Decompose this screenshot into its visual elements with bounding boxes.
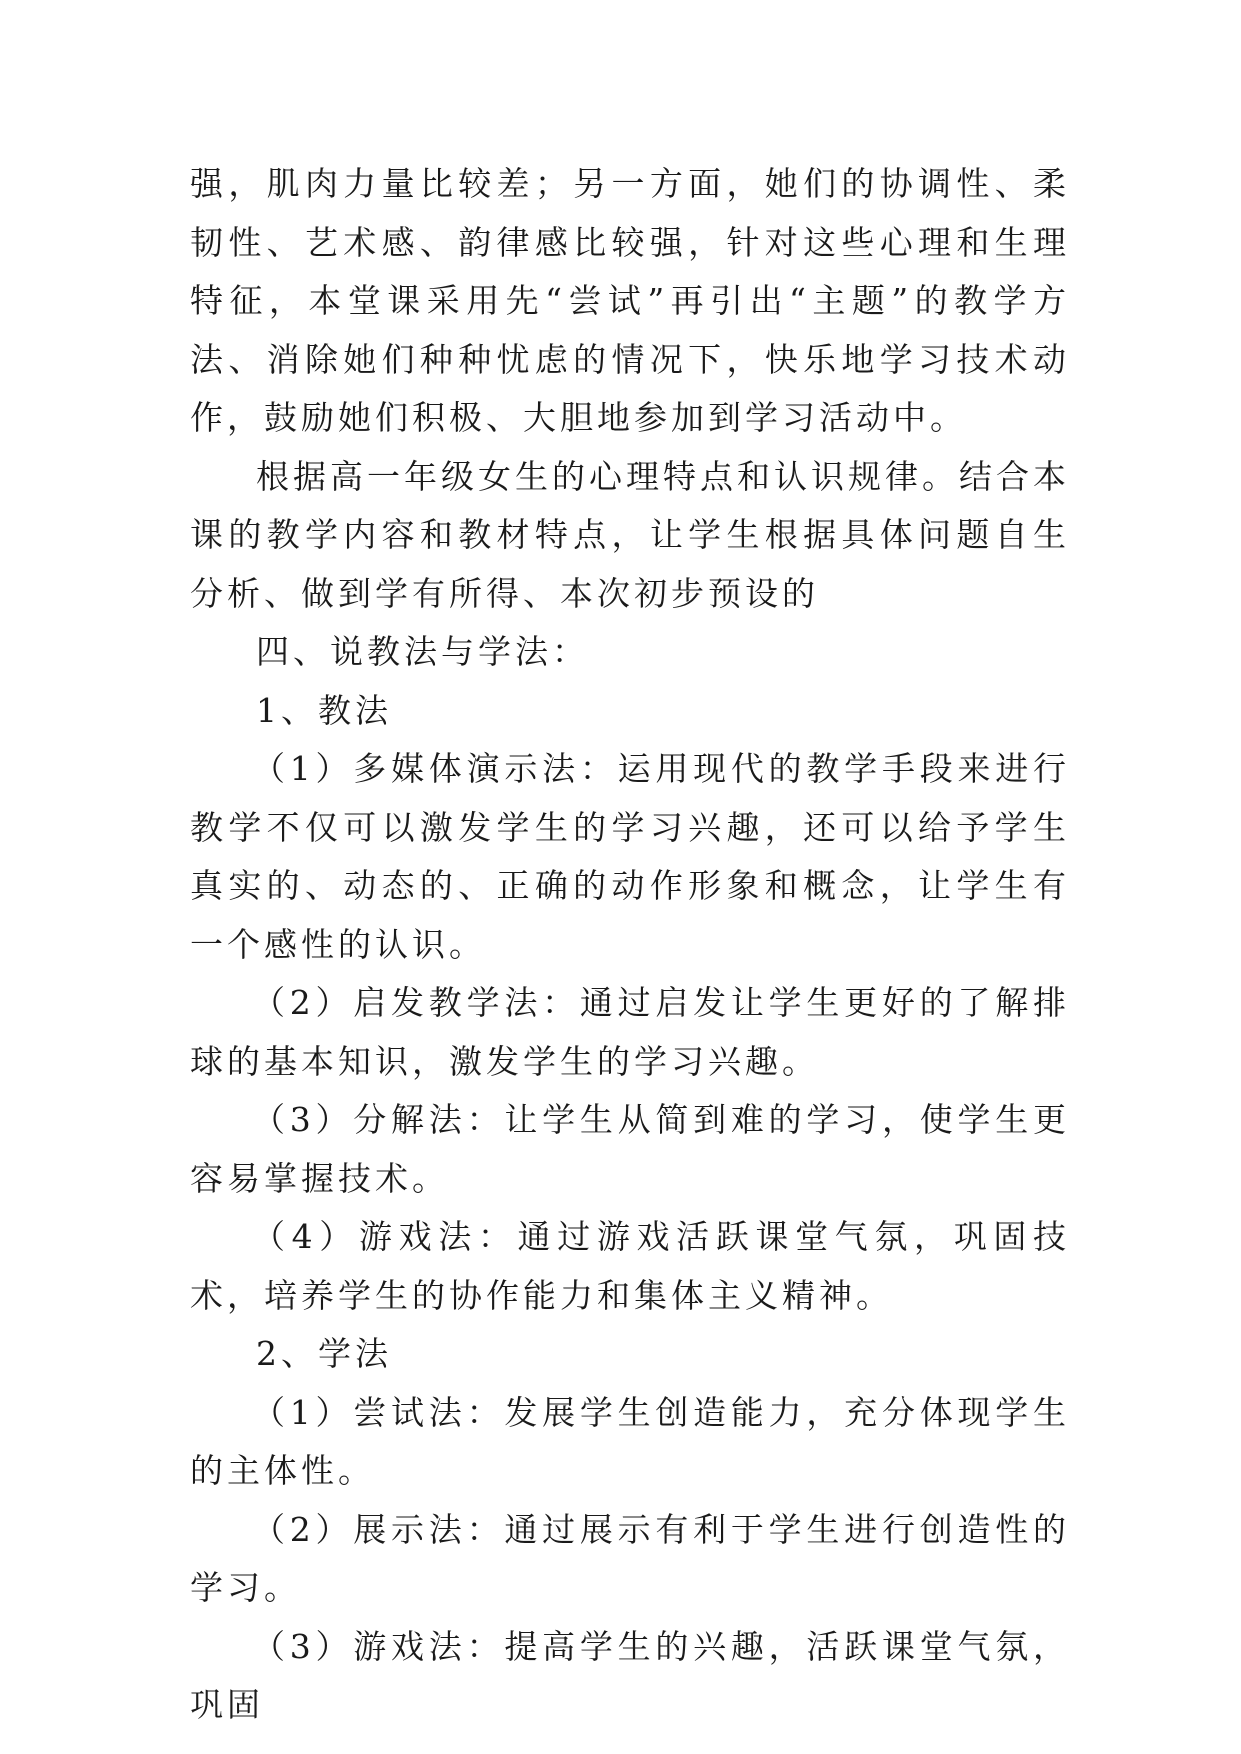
subheading-learning-methods: 2、学法 xyxy=(256,1334,392,1373)
paragraph-physical-traits: 强，肌肉力量比较差；另一方面，她们的协调性、柔韧性、艺术感、韵律感比较强，针对这些心理和生理特征，本堂课采用先“尝试”再引出“主题”的教学方法、消除她们种种忧虑的情况下，快乐地学习技术动作，鼓励她们积极、大胆地参加到学习活动中。 xyxy=(190,164,1070,437)
list-item-multimedia: （1）多媒体演示法：运用现代的教学手段来进行教学不仅可以激发学生的学习兴趣，还可以给予学生真实的、动态的、正确的动作形象和概念，让学生有一个感性的认识。 xyxy=(190,749,1070,964)
list-item-game-learning: （3）游戏法：提高学生的兴趣，活跃课堂气氛，巩固 xyxy=(190,1626,1070,1724)
list-item-display: （2）展示法：通过展示有利于学生进行创造性的学习。 xyxy=(190,1509,1070,1607)
paragraph-psychology: 根据高一年级女生的心理特点和认识规律。结合本课的教学内容和教材特点，让学生根据具体问题自生分析、做到学有所得、本次初步预设的 xyxy=(190,456,1070,613)
list-item-heuristic: （2）启发教学法：通过启发让学生更好的了解排球的基本知识，激发学生的学习兴趣。 xyxy=(190,983,1070,1081)
list-item-attempt: （1）尝试法：发展学生创造能力，充分体现学生的主体性。 xyxy=(190,1392,1070,1490)
list-item-decomposition: （3）分解法：让学生从简到难的学习，使学生更容易掌握技术。 xyxy=(190,1100,1070,1198)
list-item-game-teaching: （4）游戏法：通过游戏活跃课堂气氛，巩固技术，培养学生的协作能力和集体主义精神。 xyxy=(190,1217,1070,1315)
subheading-teaching-methods: 1、教法 xyxy=(256,690,392,730)
section-heading-methods: 四、说教法与学法： xyxy=(256,632,589,671)
document-body xyxy=(190,155,1070,1735)
